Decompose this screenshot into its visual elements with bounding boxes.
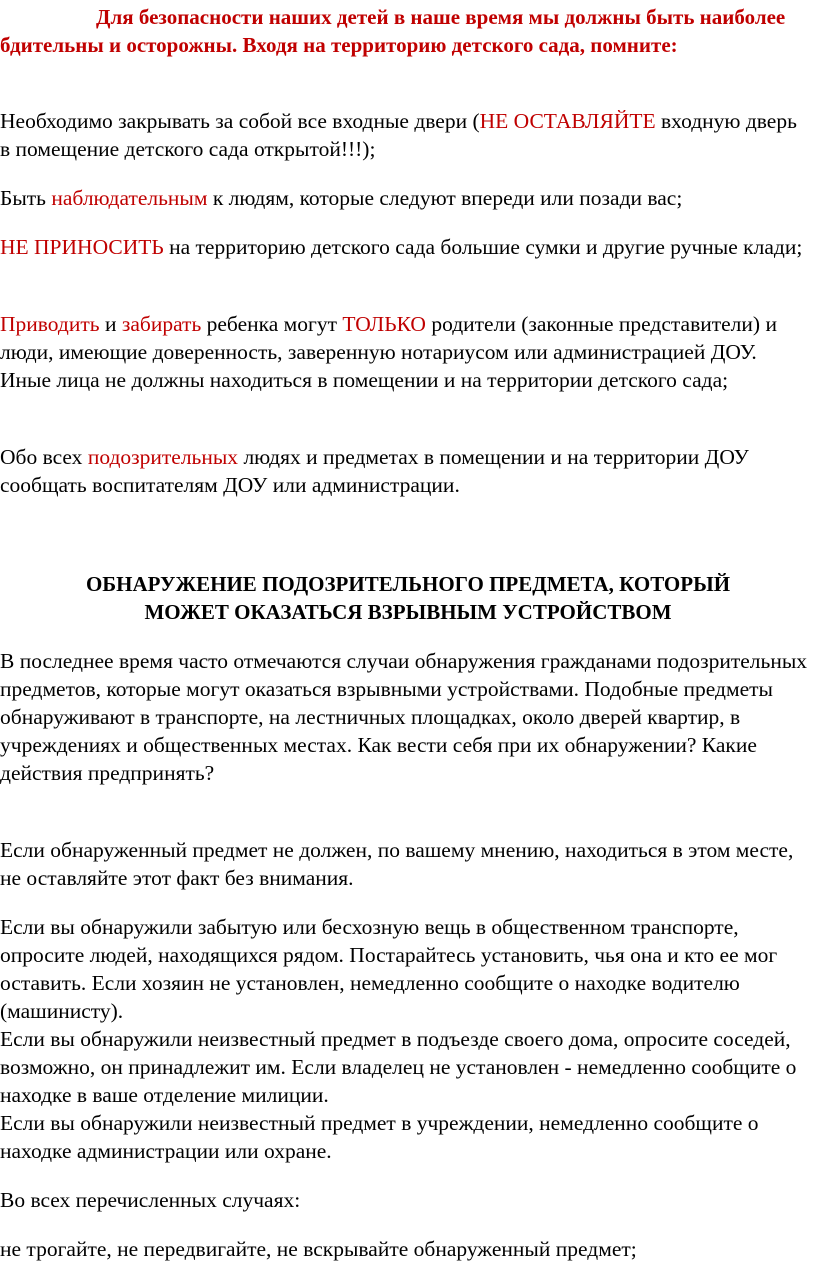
intro-paragraph: Для безопасности наших детей в наше время мы должны быть наиболее бдительны и осторожны. Входя на территорию детского сада, помните: (0, 5, 786, 57)
rule-suspicious (0, 443, 812, 499)
rule-be-observant (0, 184, 812, 212)
body-paragraph-all-cases: Во всех перечисленных случаях: (0, 1188, 301, 1212)
rule-highlight: наблюдательным (51, 186, 208, 210)
rule-text: ребенка могут (201, 312, 343, 336)
body-paragraph-do-not-touch: не трогайте, не передвигайте, не вскрывайте обнаруженный предмет; (0, 1237, 637, 1261)
rule-text: Необходимо закрывать за собой все входные двери ( (0, 109, 480, 133)
rule-text: к людям, которые следуют впереди или позади вас; (207, 186, 683, 210)
rule-text: на территорию детского сада большие сумки и другие ручные клади; (163, 235, 803, 259)
rule-highlight: забирать (121, 312, 202, 336)
rule-text: Обо всех (0, 445, 88, 469)
rule-close-doors (0, 107, 812, 163)
rule-text: Быть (0, 186, 52, 210)
rule-text: родители (законные представители) и люди, имеющие доверенность, заверенную нотариусом или администрацией ДОУ. Иные лица не должны находиться в помещении и на территории детского сада; (0, 312, 777, 392)
rule-text: входную дверь в помещение детского сада открытой!!!); (0, 109, 797, 161)
section-heading-line-2: МОЖЕТ ОКАЗАТЬСЯ ВЗРЫВНЫМ УСТРОЙСТВОМ (144, 600, 672, 624)
section-heading-line-1: ОБНАРУЖЕНИЕ ПОДОЗРИТЕЛЬНОГО ПРЕДМЕТА, КОТОРЫЙ (85, 572, 731, 596)
rule-text: и (99, 312, 122, 336)
body-paragraph-intro: В последнее время часто отмечаются случаи обнаружения гражданами подозрительных предметов, которые могут оказаться взрывными устройствами. Подобные предметы обнаруживают в транспорте, на лестничных площадках, около дверей квартир, в учреждениях и общественных местах. Как вести себя при их обнаружении? Какие действия предпринять? (0, 649, 808, 785)
rule-no-bags (0, 233, 812, 261)
rule-highlight: подозрительных (87, 445, 239, 469)
body-paragraph-institution: Если вы обнаружили неизвестный предмет в учреждении, немедленно сообщите о находке администрации или охране. (0, 1111, 759, 1163)
rule-highlight: НЕ ПРИНОСИТЬ (0, 235, 164, 259)
rule-highlight: ТОЛЬКО (342, 312, 426, 336)
body-paragraph-entrance: Если вы обнаружили неизвестный предмет в подъезде своего дома, опросите соседей, возможно, он принадлежит им. Если владелец не установлен - немедленно сообщите о находке в ваше отделение милиции. (0, 1027, 797, 1107)
rule-highlight: Приводить (0, 312, 100, 336)
body-paragraph-transport: Если вы обнаружили забытую или бесхозную вещь в общественном транспорте, опросите людей, находящихся рядом. Постарайтесь установить, чья она и кто ее мог оставить. Если хозяин не установлен, немедленно сообщите о находке водителю (машинисту). (0, 915, 778, 1023)
body-paragraph-attention: Если обнаруженный предмет не должен, по вашему мнению, находиться в этом месте, не оставляйте этот факт без внимания. (0, 838, 794, 890)
rule-pickup (0, 310, 812, 394)
rule-text: людях и предметах в помещении и на территории ДОУ сообщать воспитателям ДОУ или администрации. (0, 445, 749, 497)
rule-highlight: НЕ ОСТАВЛЯЙТЕ (479, 109, 656, 133)
